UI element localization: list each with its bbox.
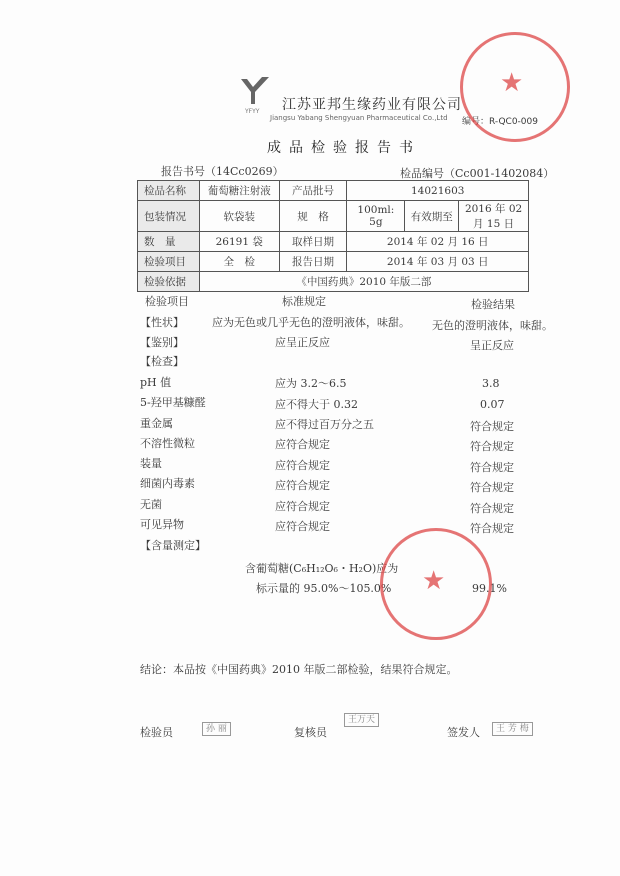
std-sterility: 应符合规定	[275, 500, 330, 513]
sampling-date-value: 2014 年 02 月 16 日	[347, 232, 529, 252]
product-name-value: 葡萄糖注射液	[199, 181, 279, 201]
std-endotoxin: 应符合规定	[275, 479, 330, 492]
inspector-signature: 孙 丽	[202, 722, 231, 736]
std-heavy-metals: 应不得过百万分之五	[275, 418, 374, 431]
package-value: 软袋装	[199, 201, 279, 232]
item-endotoxin: 细菌内毒素	[140, 477, 195, 490]
col-result-header: 检验结果	[471, 298, 515, 311]
test-number: 检品编号（Cc001-1402084）	[400, 167, 555, 180]
result-fill-volume: 符合规定	[470, 461, 514, 474]
assay-standard-line1: 含葡萄糖(C₆H₁₂O₆・H₂O)应为	[245, 562, 399, 575]
quantity-label: 数 量	[138, 232, 200, 252]
item-hmf: 5-羟甲基糠醛	[140, 396, 206, 409]
std-visible-particles: 应符合规定	[275, 520, 330, 533]
item-ph: pH 值	[140, 376, 172, 389]
result-particulate: 符合规定	[470, 440, 514, 453]
quantity-value: 26191 袋	[199, 232, 279, 252]
expiry-value: 2016 年 02 月 15 日	[459, 201, 529, 232]
test-items-value: 全 检	[199, 252, 279, 272]
result-visible-particles: 符合规定	[470, 522, 514, 535]
result-ph: 3.8	[482, 377, 500, 390]
item-sterility: 无菌	[140, 498, 162, 511]
spec-value: 100ml: 5g	[347, 201, 405, 232]
test-items-label: 检验项目	[138, 252, 200, 272]
product-info-table	[137, 180, 529, 292]
assay-standard-line2: 标示量的 95.0%～105.0%	[256, 582, 392, 595]
col-item-header: 检验项目	[145, 295, 189, 308]
result-hmf: 0.07	[480, 398, 505, 411]
product-name-label: 检品名称	[138, 181, 200, 201]
std-identification: 应呈正反应	[275, 336, 330, 349]
basis-value: 《中国药典》2010 年版二部	[199, 272, 528, 292]
batch-label: 产品批号	[279, 181, 347, 201]
item-particulate: 不溶性微粒	[140, 437, 195, 450]
item-heavy-metals: 重金属	[140, 417, 173, 430]
item-identification: 【鉴别】	[140, 336, 184, 349]
std-fill-volume: 应符合规定	[275, 459, 330, 472]
report-date-value: 2014 年 03 月 03 日	[347, 252, 529, 272]
table-row	[138, 272, 529, 292]
expiry-label: 有效期至	[405, 201, 459, 232]
table-row	[138, 252, 529, 272]
seal-star-icon: ★	[422, 566, 446, 596]
result-appearance: 无色的澄明液体，味甜。	[432, 319, 553, 332]
company-name: 江苏亚邦生缘药业有限公司	[282, 97, 462, 113]
std-particulate: 应符合规定	[275, 438, 330, 451]
table-row	[138, 181, 529, 201]
logo-subtext: YFYY	[245, 108, 260, 115]
assay-result: 99.1%	[472, 582, 507, 595]
std-ph: 应为 3.2～6.5	[275, 377, 347, 390]
report-number: 报告书号（14Cc0269）	[161, 165, 284, 178]
issuer-label: 签发人	[447, 726, 480, 739]
result-endotoxin: 符合规定	[470, 481, 514, 494]
reviewer-label: 复核员	[294, 726, 327, 739]
std-hmf: 应不得大于 0.32	[275, 398, 358, 411]
item-assay: 【含量测定】	[140, 539, 206, 552]
result-heavy-metals: 符合规定	[470, 420, 514, 433]
reviewer-signature: 王万天	[344, 713, 379, 727]
result-sterility: 符合规定	[470, 502, 514, 515]
sampling-date-label: 取样日期	[279, 232, 347, 252]
package-label: 包装情况	[138, 201, 200, 232]
document-code: 编号：R-QC0-009	[462, 117, 538, 127]
item-appearance: 【性状】	[140, 316, 184, 329]
spec-label: 规 格	[279, 201, 347, 232]
item-visible-particles: 可见异物	[140, 518, 184, 531]
basis-label: 检验依据	[138, 272, 200, 292]
table-row	[138, 232, 529, 252]
issuer-signature: 王 芳 梅	[492, 722, 533, 736]
std-appearance: 应为无色或几乎无色的澄明液体，味甜。	[212, 316, 410, 329]
company-logo	[238, 74, 272, 108]
item-fill-volume: 装量	[140, 457, 162, 470]
table-row	[138, 201, 529, 232]
document-title: 成品检验报告书	[267, 140, 421, 156]
company-english: Jiangsu Yabang Shengyuan Pharmaceutical Co.,Ltd	[270, 114, 448, 122]
item-inspection: 【检查】	[140, 355, 184, 368]
report-date-label: 报告日期	[279, 252, 347, 272]
batch-value: 14021603	[347, 181, 529, 201]
seal-star-icon: ★	[500, 68, 524, 98]
inspector-label: 检验员	[140, 726, 173, 739]
conclusion: 结论：本品按《中国药典》2010 年版二部检验，结果符合规定。	[140, 663, 458, 676]
result-identification: 呈正反应	[470, 339, 514, 352]
col-std-header: 标准规定	[282, 295, 326, 308]
